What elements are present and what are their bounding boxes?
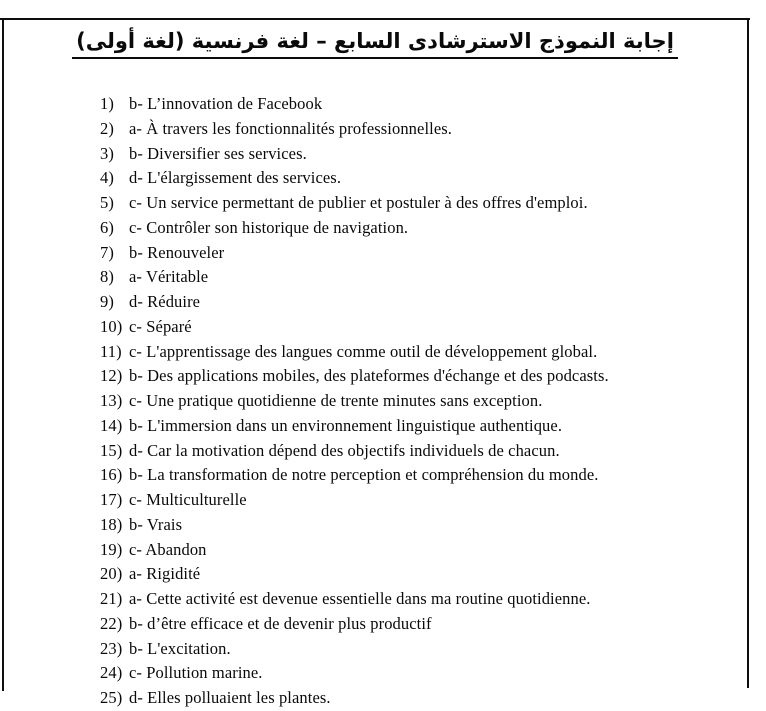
answer-row [100,562,740,587]
answer-row [100,166,740,191]
answer-number: 22) [100,613,123,633]
answer-row [100,142,740,167]
answer-row [100,340,740,365]
answer-text: b- Renouveler [129,242,225,262]
answer-number: 21) [100,589,123,608]
answer-row [100,463,740,488]
answer-text: b- d’être efficace et de devenir plus productif [129,613,432,633]
answer-row [100,488,740,513]
answer-text: d- Elles polluaient les plantes. [129,688,331,707]
answer-text: d- L'élargissement des services. [129,168,342,188]
answer-row [100,439,740,464]
answer-text: c- Pollution marine. [129,663,263,683]
answer-row [100,315,740,340]
answer-row [100,389,740,414]
answer-number: 3) [100,143,114,163]
answer-row [100,92,740,117]
answer-number: 11) [100,341,122,361]
answer-text: a- Rigidité [129,564,201,584]
answer-number: 10) [100,316,123,336]
answer-text: a- À travers les fonctionnalités professionnelles. [129,118,452,138]
answer-text: c- Séparé [129,316,192,336]
answer-row [100,241,740,266]
answer-number: 23) [100,638,123,658]
answer-text: d- Réduire [129,292,201,311]
answer-row [100,661,740,686]
answer-text: b- Des applications mobiles, des plateformes d'échange et des podcasts. [129,366,609,386]
answer-number: 4) [100,168,114,188]
answer-number: 24) [100,663,123,683]
page-title: إجابة النموذج الاسترشادى السابع – لغة فرنسية (لغة أولى) [72,27,678,59]
answer-row [100,637,740,662]
answer-row [100,117,740,142]
answer-number: 16) [100,465,123,485]
answer-row [100,364,740,389]
answer-row [100,513,740,538]
page-border-right [747,18,749,688]
answer-text: d- Car la motivation dépend des objectifs individuels de chacun. [129,440,560,460]
answer-row [100,265,740,290]
answer-text: a- Cette activité est devenue essentielle dans ma routine quotidienne. [129,589,591,608]
page-border-left [2,18,4,691]
answer-text: c- Multiculturelle [129,490,247,509]
answer-number: 1) [100,94,114,113]
answer-number: 17) [100,490,123,509]
answer-number: 13) [100,391,123,410]
answer-text: b- L’innovation de Facebook [129,94,323,113]
answer-text: b- La transformation de notre perception et compréhension du monde. [129,465,599,485]
answer-text: c- Une pratique quotidienne de trente minutes sans exception. [129,391,543,410]
answer-number: 2) [100,118,114,138]
answer-row [100,612,740,637]
answer-text: b- L'immersion dans un environnement linguistique authentique. [129,415,563,435]
answer-text: b- Vrais [129,514,183,534]
answer-number: 15) [100,440,123,460]
title-container [0,27,750,59]
answer-number: 8) [100,267,114,287]
answers-list [100,92,740,711]
answer-number: 25) [100,688,123,707]
answer-text: c- Contrôler son historique de navigation. [129,217,409,237]
answer-text: c- Abandon [129,539,207,559]
answer-number: 12) [100,366,123,386]
answer-number: 19) [100,539,123,559]
answer-text: a- Véritable [129,267,209,287]
answer-number: 5) [100,193,114,212]
answer-row [100,587,740,612]
answer-row [100,290,740,315]
answer-text: c- Un service permettant de publier et postuler à des offres d'emploi. [129,193,588,212]
answer-row [100,414,740,439]
answer-number: 7) [100,242,114,262]
answer-text: c- L'apprentissage des langues comme outil de développement global. [129,341,598,361]
answer-row [100,191,740,216]
answer-row [100,686,740,711]
page-border-top [0,18,750,20]
answer-text: b- L'excitation. [129,638,231,658]
answer-number: 9) [100,292,114,311]
answer-row [100,538,740,563]
answer-number: 6) [100,217,114,237]
answer-number: 20) [100,564,123,584]
answer-text: b- Diversifier ses services. [129,143,307,163]
answer-number: 14) [100,415,123,435]
answer-number: 18) [100,514,123,534]
answer-row [100,216,740,241]
